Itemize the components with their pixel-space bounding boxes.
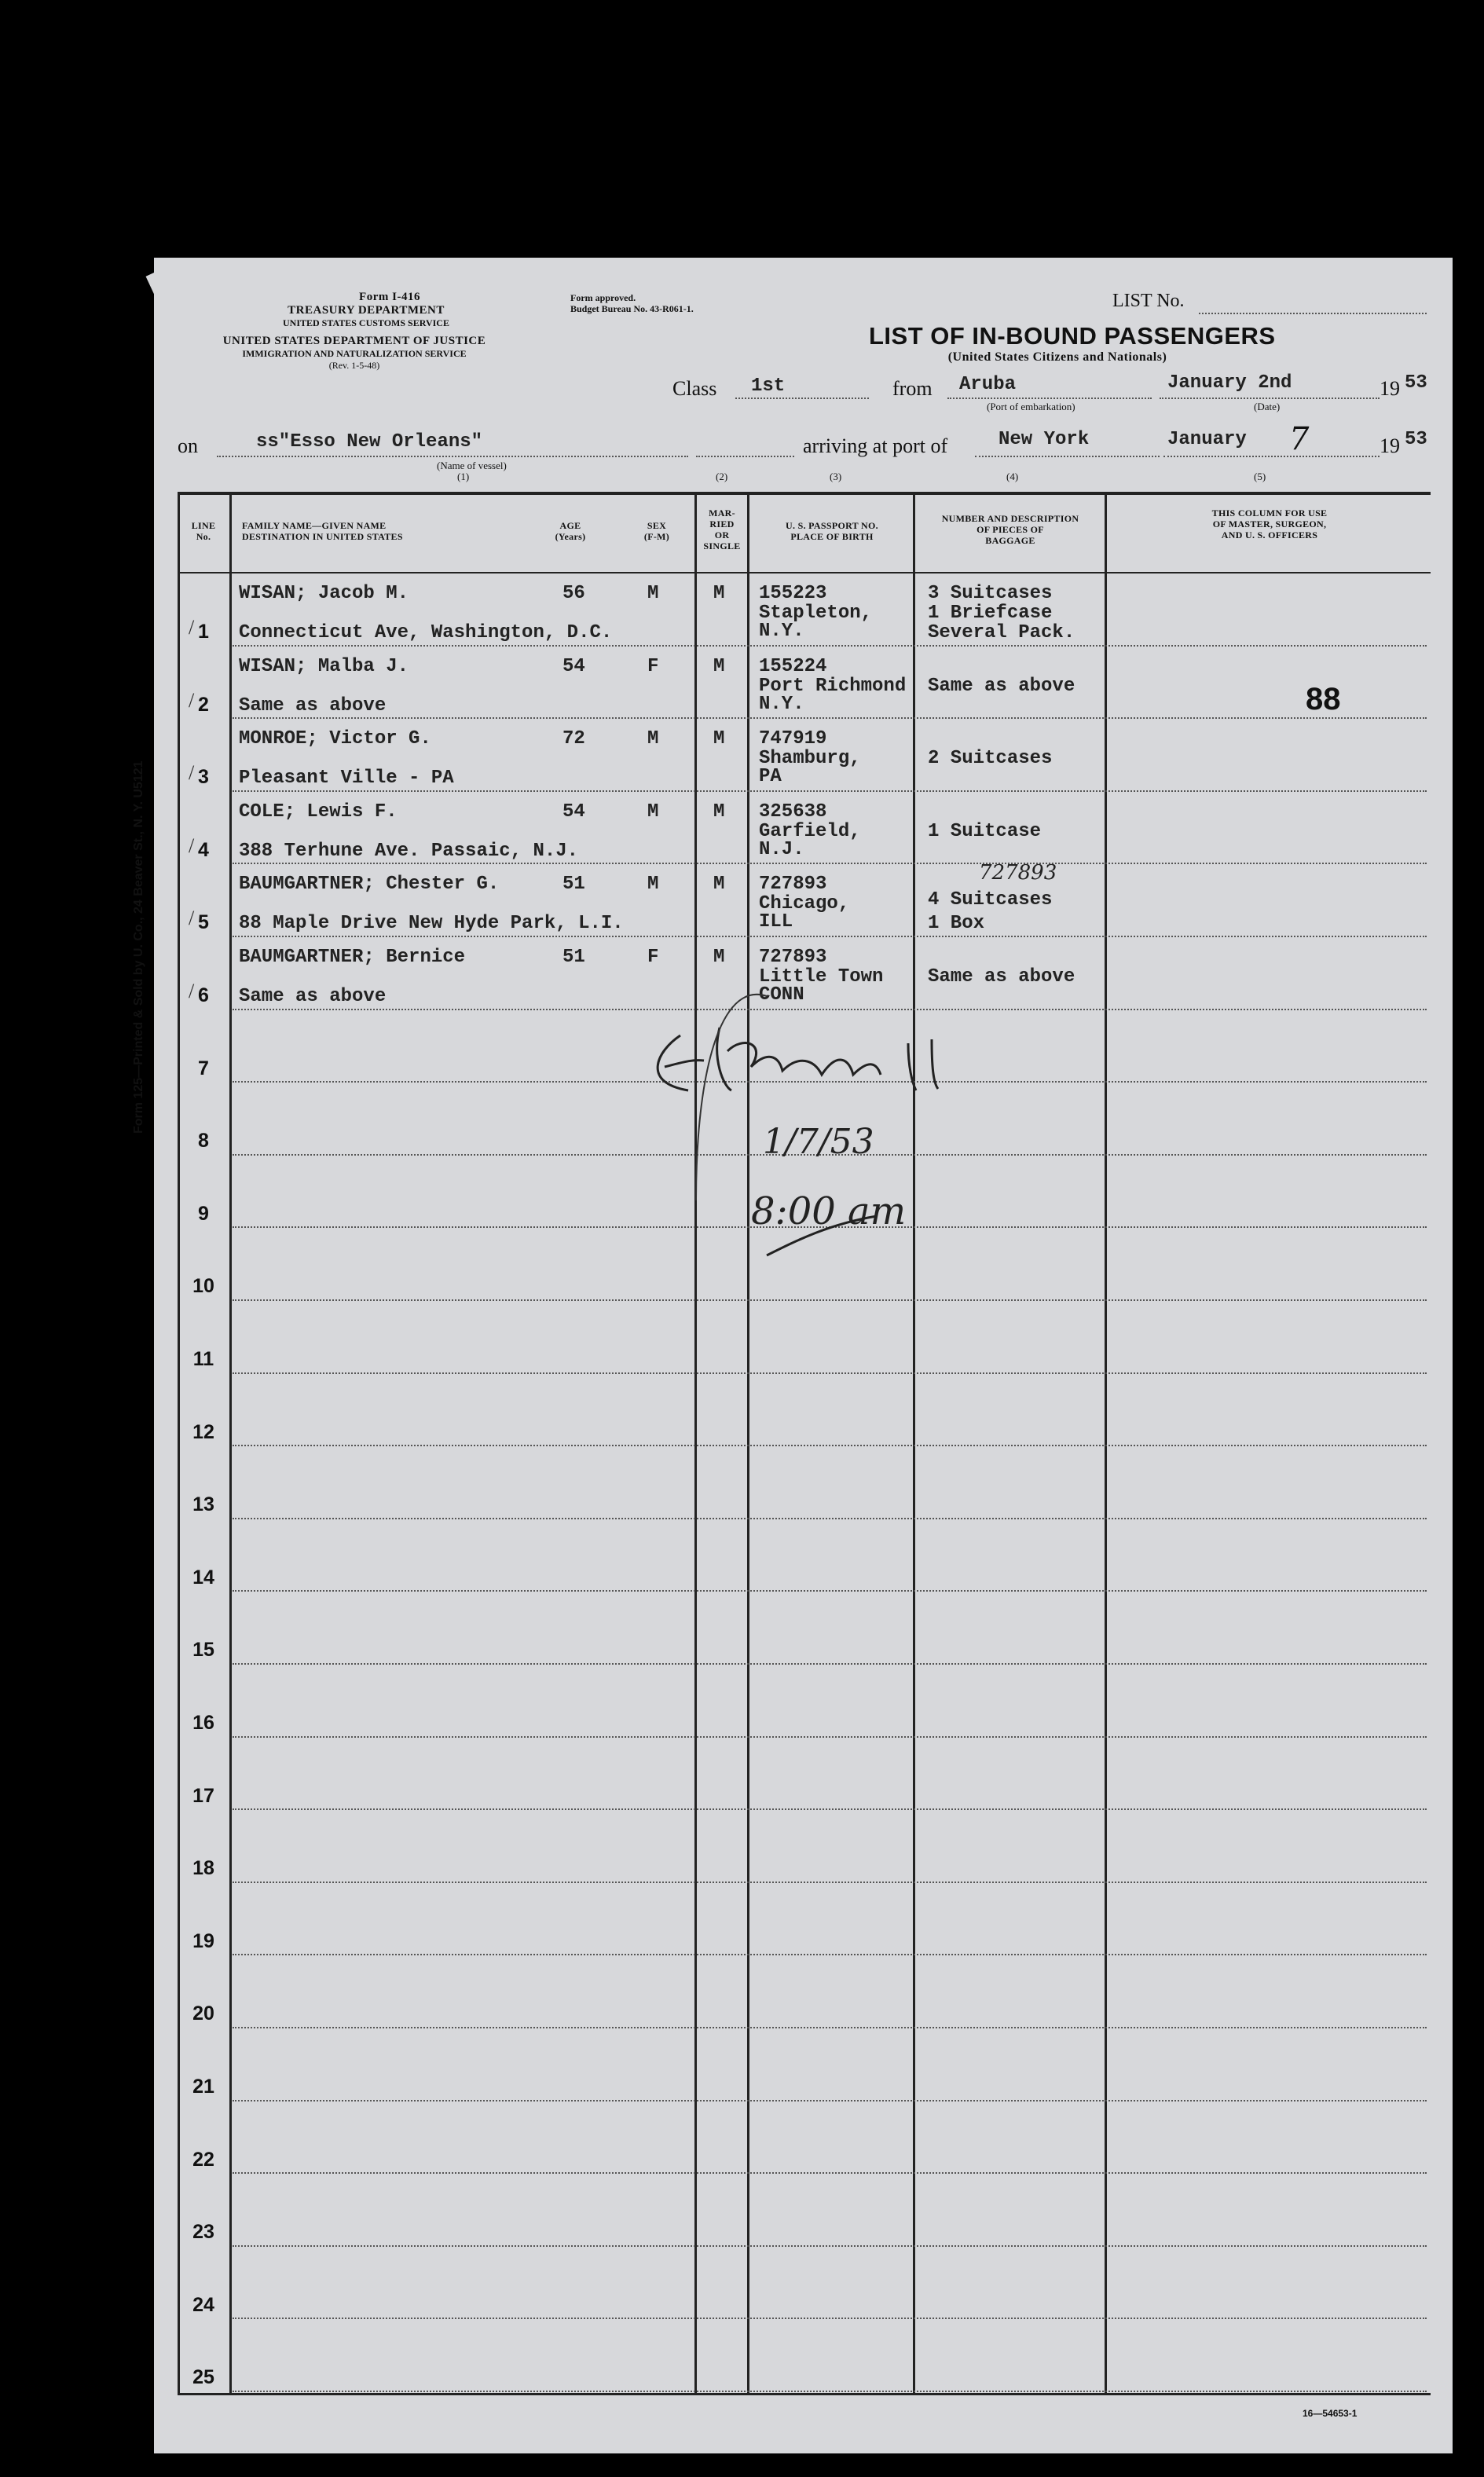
form-title: LIST OF IN-BOUND PASSENGERS: [869, 322, 1276, 350]
passport-number: 727893: [759, 874, 827, 896]
binder-hole-8: [69, 2352, 113, 2396]
row-rule: [233, 2100, 1427, 2101]
line-number: 22: [192, 2148, 214, 2171]
line-number: 11: [192, 1348, 214, 1370]
caption-4: (4): [1006, 471, 1019, 482]
row-rule: [233, 1663, 1427, 1665]
line-number: 16: [192, 1712, 214, 1734]
binder-hole-4: [75, 1714, 119, 1758]
passenger-name: BAUMGARTNER; Chester G.: [239, 874, 500, 896]
form-revision: (Rev. 1-5-48): [328, 360, 380, 371]
col-header-sex: SEX (F-M): [643, 520, 670, 542]
line-number: 4: [198, 838, 209, 861]
arrival-year-prefix: 19: [1380, 434, 1400, 457]
caption-1: (1): [457, 471, 470, 482]
line-check-mark: /: [189, 616, 195, 639]
line-number: 2: [198, 693, 209, 716]
binder-hole-1: [93, 325, 137, 369]
row-rule: [233, 2318, 1427, 2319]
col-married-right: [747, 492, 749, 2395]
col-header-baggage: NUMBER AND DESCRIPTION OF PIECES OF BAGGAGE: [941, 513, 1079, 546]
vessel-name: ss"Esso New Orleans": [256, 431, 483, 453]
passenger-sex: F: [647, 947, 659, 968]
row-rule: [233, 1299, 1427, 1301]
passenger-sex: F: [647, 655, 659, 677]
col-header-passport: U. S. PASSPORT NO. PLACE OF BIRTH: [786, 520, 878, 542]
line-number: 12: [192, 1420, 214, 1443]
line-number: 1: [198, 621, 209, 643]
col-header-married: MAR- RIED OR SINGLE: [703, 507, 741, 551]
line-number: 14: [192, 1566, 214, 1588]
col-baggage-right: [1105, 492, 1107, 2395]
vessel-caption: (Name of vessel): [437, 460, 507, 471]
form-subtitle: (United States Citizens and Nationals): [947, 350, 1167, 364]
passenger-destination: 388 Terhune Ave. Passaic, N.J.: [239, 840, 579, 862]
passenger-married: M: [713, 874, 725, 896]
binder-hole-2: [68, 462, 112, 506]
line-number: 13: [192, 1493, 214, 1516]
binder-hole-6: [63, 2184, 107, 2228]
list-no-label: LIST No.: [1112, 291, 1185, 311]
date-caption: (Date): [1254, 401, 1281, 412]
line-number: 19: [192, 1929, 214, 1952]
baggage-line-3: Several Pack.: [928, 622, 1075, 643]
passport-number: 155223: [759, 583, 827, 604]
side-printer-note: Form 125—Printed & Sold by U. Co., 24 Beaver St., N. Y. U5121: [132, 760, 145, 1134]
line-number: 5: [198, 911, 209, 934]
immigration-service: IMMIGRATION AND NATURALIZATION SERVICE: [242, 348, 467, 359]
arrival-date-line: [1163, 456, 1380, 457]
baggage-line-2: Same as above: [928, 966, 1075, 988]
date-field-line: [1160, 398, 1380, 399]
table-top-rule: [178, 492, 1431, 495]
passenger-married: M: [713, 728, 725, 750]
row-rule: [233, 1808, 1427, 1810]
line-check-mark: /: [189, 761, 195, 785]
col-header-officers: THIS COLUMN FOR USE OF MASTER, SURGEON, AND U. S. OFFICERS: [1211, 507, 1328, 540]
row-rule: [233, 1736, 1427, 1738]
class-label: Class: [672, 377, 717, 400]
birth-place-state: PA: [759, 766, 782, 788]
binder-hole-5: [75, 1841, 119, 1885]
arrival-port: New York: [998, 429, 1090, 450]
passenger-age: 51: [562, 874, 585, 896]
arrival-month: January: [1167, 429, 1247, 450]
passenger-age: 51: [562, 947, 585, 968]
customs-service: UNITED STATES CUSTOMS SERVICE: [283, 317, 449, 328]
svg-text:8:00 am: 8:00 am: [751, 1189, 907, 1233]
from-field-line: [947, 398, 1152, 399]
passenger-sex: M: [647, 874, 659, 896]
line-number: 21: [192, 2076, 214, 2098]
passport-number: 747919: [759, 728, 827, 750]
passenger-age: 56: [562, 583, 585, 604]
passenger-married: M: [713, 801, 725, 823]
row-rule: [233, 2245, 1427, 2247]
embarkation-port: Aruba: [959, 374, 1017, 395]
passenger-destination: 88 Maple Drive New Hyde Park, L.I.: [239, 913, 624, 935]
birth-place: Stapleton,: [759, 603, 873, 624]
birth-place-state: N.J.: [759, 838, 804, 860]
birth-place: Port Richmond: [759, 675, 907, 697]
line-number: 10: [192, 1275, 214, 1298]
form-number: Form I-416: [359, 291, 420, 303]
line-number: 6: [198, 984, 209, 1006]
passenger-destination: Pleasant Ville - PA: [239, 768, 454, 790]
passenger-destination: Connecticut Ave, Washington, D.C.: [239, 622, 613, 643]
line-check-mark: /: [189, 834, 195, 857]
passenger-married: M: [713, 947, 725, 968]
from-label: from: [892, 377, 933, 400]
line-number: 8: [198, 1130, 209, 1152]
embarkation-year: 53: [1405, 372, 1427, 394]
line-number: 23: [192, 2221, 214, 2244]
embarkation-date: January 2nd: [1167, 372, 1292, 394]
arrival-day: 7: [1289, 421, 1310, 457]
baggage-line-3: 1 Box: [928, 913, 985, 935]
baggage-line-2: 4 Suitcases: [928, 889, 1053, 911]
row-rule: [233, 936, 1427, 937]
budget-bureau: Budget Bureau No. 43-R061-1.: [570, 303, 694, 314]
year-prefix: 19: [1380, 377, 1400, 400]
col-header-line: LINE No.: [191, 520, 216, 542]
arrival-year: 53: [1405, 429, 1427, 450]
passenger-destination: Same as above: [239, 986, 387, 1007]
birth-place-state: N.Y.: [759, 693, 804, 715]
treasury-department: TREASURY DEPARTMENT: [288, 304, 445, 317]
col-line-divider: [229, 492, 232, 2395]
row-rule: [233, 1372, 1427, 1374]
passenger-name: WISAN; Jacob M.: [239, 583, 409, 604]
col-header-name: FAMILY NAME—GIVEN NAME DESTINATION IN UNITED STATES: [242, 520, 403, 542]
row-rule: [233, 717, 1427, 719]
vessel-field-line: [217, 456, 688, 457]
form-page: [132, 258, 1453, 2453]
class-field-line: [735, 398, 869, 399]
passenger-name: COLE; Lewis F.: [239, 801, 398, 823]
line-number: 24: [192, 2293, 214, 2316]
row-rule: [233, 1590, 1427, 1592]
birth-place: Little Town: [759, 966, 884, 988]
department-of-justice: UNITED STATES DEPARTMENT OF JUSTICE: [222, 335, 486, 347]
line-number: 3: [198, 766, 209, 789]
birth-place-state: N.Y.: [759, 621, 804, 642]
line-check-mark: /: [189, 688, 195, 712]
col-passport-right: [913, 492, 915, 2395]
birth-place: Chicago,: [759, 893, 850, 915]
footer-code: 16—54653-1: [1303, 2408, 1358, 2419]
line-number: 15: [192, 1639, 214, 1662]
class-value: 1st: [751, 376, 786, 397]
row-rule: [233, 2391, 1427, 2392]
svg-text:1/7/53: 1/7/53: [763, 1122, 874, 1162]
caption-3: (3): [830, 471, 842, 482]
arrival-port-line: [975, 456, 1160, 457]
row-rule: [233, 1445, 1427, 1446]
line-number: 9: [198, 1202, 209, 1225]
embarkation-caption: (Port of embarkation): [987, 401, 1075, 412]
list-no-field: [1199, 313, 1427, 314]
line-number: 18: [192, 1857, 214, 1880]
passenger-sex: M: [647, 583, 659, 604]
line-number: 20: [192, 2002, 214, 2025]
passenger-name: WISAN; Malba J.: [239, 655, 409, 677]
row-rule: [233, 2172, 1427, 2174]
col-header-age: AGE (Years): [555, 520, 586, 542]
row-rule: [233, 1518, 1427, 1519]
baggage-line-2: 1 Briefcase: [928, 603, 1053, 624]
inspector-signature: [562, 965, 971, 1263]
passenger-age: 72: [562, 728, 585, 750]
passenger-name: MONROE; Victor G.: [239, 728, 431, 750]
birth-place: Garfield,: [759, 820, 861, 842]
caption-2: (2): [716, 471, 728, 482]
line-check-mark: /: [189, 907, 195, 930]
row-rule: [233, 645, 1427, 647]
row-rule: [233, 790, 1427, 792]
table-bottom-rule: [178, 2393, 1431, 2395]
passport-number: 727893: [759, 947, 827, 968]
passport-number: 155224: [759, 655, 827, 677]
baggage-line-2: 2 Suitcases: [928, 748, 1053, 770]
line-check-mark: /: [189, 980, 195, 1002]
passenger-destination: Same as above: [239, 694, 387, 716]
passenger-age: 54: [562, 801, 585, 823]
line-number: 17: [192, 1784, 214, 1807]
row-rule: [233, 2027, 1427, 2028]
birth-place: Shamburg,: [759, 748, 861, 770]
arriving-prefix-line: [696, 456, 794, 457]
baggage-line-2: 1 Suitcase: [928, 820, 1042, 842]
row-rule: [233, 1882, 1427, 1883]
arriving-label: arriving at port of: [803, 434, 948, 457]
passenger-married: M: [713, 655, 725, 677]
line-number: 7: [198, 1057, 209, 1079]
passenger-name: BAUMGARTNER; Bernice: [239, 947, 466, 968]
table-left-border: [178, 492, 180, 2395]
officer-note: 88: [1306, 682, 1341, 716]
row-rule: [233, 1954, 1427, 1955]
baggage-line-1: 3 Suitcases: [928, 583, 1053, 604]
birth-place-state: CONN: [759, 984, 804, 1006]
birth-place-state: ILL: [759, 911, 793, 933]
passenger-married: M: [713, 583, 725, 604]
baggage-line-2: Same as above: [928, 675, 1075, 697]
row-rule: [233, 863, 1427, 864]
binder-hole-3: [66, 1329, 110, 1373]
baggage-line-1: 727893: [979, 861, 1057, 885]
binder-hole-7: [72, 2228, 116, 2272]
passenger-sex: M: [647, 801, 659, 823]
line-number: 25: [192, 2366, 214, 2389]
on-label: on: [178, 434, 198, 457]
passport-number: 325638: [759, 801, 827, 823]
form-approved: Form approved.: [570, 292, 636, 303]
passenger-sex: M: [647, 728, 659, 750]
caption-5: (5): [1254, 471, 1266, 482]
col-married-left: [694, 492, 697, 2395]
table-header-rule: [178, 572, 1431, 573]
passenger-age: 54: [562, 655, 585, 677]
